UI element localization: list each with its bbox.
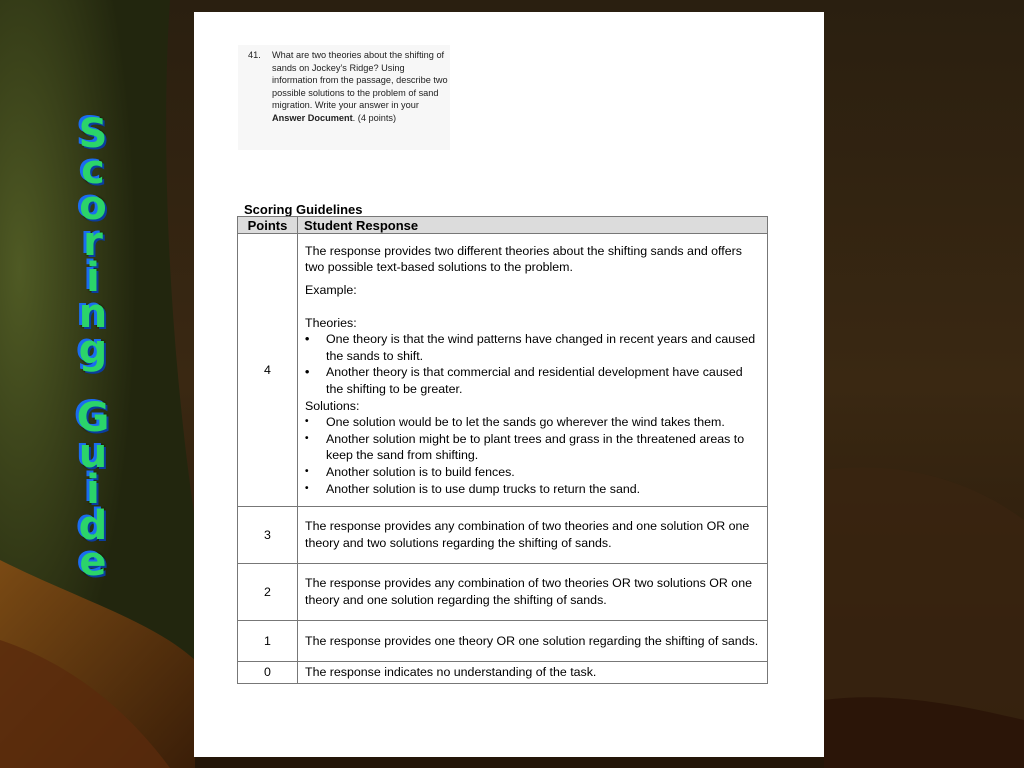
response-header: Student Response xyxy=(298,217,768,234)
table-row xyxy=(238,662,768,684)
solutions-label: Solutions: xyxy=(305,398,360,413)
points-cell: 1 xyxy=(238,621,298,662)
side-title-letter: e xyxy=(79,539,107,585)
question-number: 41. xyxy=(248,50,261,60)
scoring-guidelines-title: Scoring Guidelines xyxy=(244,202,363,217)
question-text: What are two theories about the shifting of sands on Jockey’s Ridge? Using information from the passage, describe two possible solutions to the problem of sand migration. Write your answer in your Answer Document. (4 points) xyxy=(272,50,448,123)
example-label: Example: xyxy=(305,283,357,298)
points-header: Points xyxy=(238,217,298,234)
list-item: • One solution would be to let the sands go wherever the wind takes them. xyxy=(305,415,725,430)
table-row xyxy=(238,234,768,507)
side-title-letter: i xyxy=(86,255,100,301)
side-title-letter: G xyxy=(76,395,110,441)
side-title-letter: i xyxy=(86,467,100,513)
table-header-row xyxy=(238,217,768,234)
side-title-letter: d xyxy=(78,503,108,549)
table-row xyxy=(238,621,768,662)
side-title-letter: S xyxy=(78,111,108,157)
response-text: The response provides two different theories about the shifting sands and offers two possible text-based solutions to the problem. xyxy=(305,243,742,275)
points-cell: 2 xyxy=(238,564,298,621)
response-cell: The response indicates no understanding of the task. xyxy=(298,662,768,684)
points-cell: 4 xyxy=(238,234,298,507)
points-cell: 3 xyxy=(238,507,298,564)
response-cell: The response provides one theory OR one solution regarding the shifting of sands. xyxy=(298,621,768,662)
side-title-letter: c xyxy=(81,147,105,193)
response-cell: The response provides any combination of two theories OR two solutions OR one theory and one solution regarding the shifting of sands. xyxy=(298,564,768,621)
list-item: • Another solution is to use dump trucks to return the sand. xyxy=(305,481,641,496)
table-row xyxy=(238,564,768,621)
side-title-letter: r xyxy=(83,219,103,265)
side-title-word-2 xyxy=(76,395,110,585)
side-title xyxy=(58,111,128,585)
scoring-table xyxy=(237,216,768,684)
list-item: • Another theory is that commercial and residential development have caused the shifting to be greater. xyxy=(305,365,743,396)
side-title-word-1 xyxy=(78,111,108,373)
points-cell: 0 xyxy=(238,662,298,684)
list-item: • One theory is that the wind patterns have changed in recent years and caused the sands to shift. xyxy=(305,332,756,363)
table-row xyxy=(238,507,768,564)
theories-label: Theories: xyxy=(305,315,357,330)
list-item: • Another solution is to build fences. xyxy=(305,464,515,479)
side-title-letter: n xyxy=(78,291,108,337)
question-box xyxy=(238,45,450,150)
solutions-list xyxy=(305,414,759,497)
theories-list xyxy=(305,331,759,397)
side-title-letter: g xyxy=(78,327,108,373)
response-cell xyxy=(298,234,768,507)
response-cell: The response provides any combination of two theories and one solution OR one theory and two solutions regarding the shifting of sands. xyxy=(298,507,768,564)
side-title-letter: o xyxy=(79,183,107,229)
list-item: • Another solution might be to plant trees and grass in the threatened areas to keep the sand from shifting. xyxy=(305,431,745,463)
side-title-letter: u xyxy=(78,431,108,477)
document-page xyxy=(194,12,824,757)
